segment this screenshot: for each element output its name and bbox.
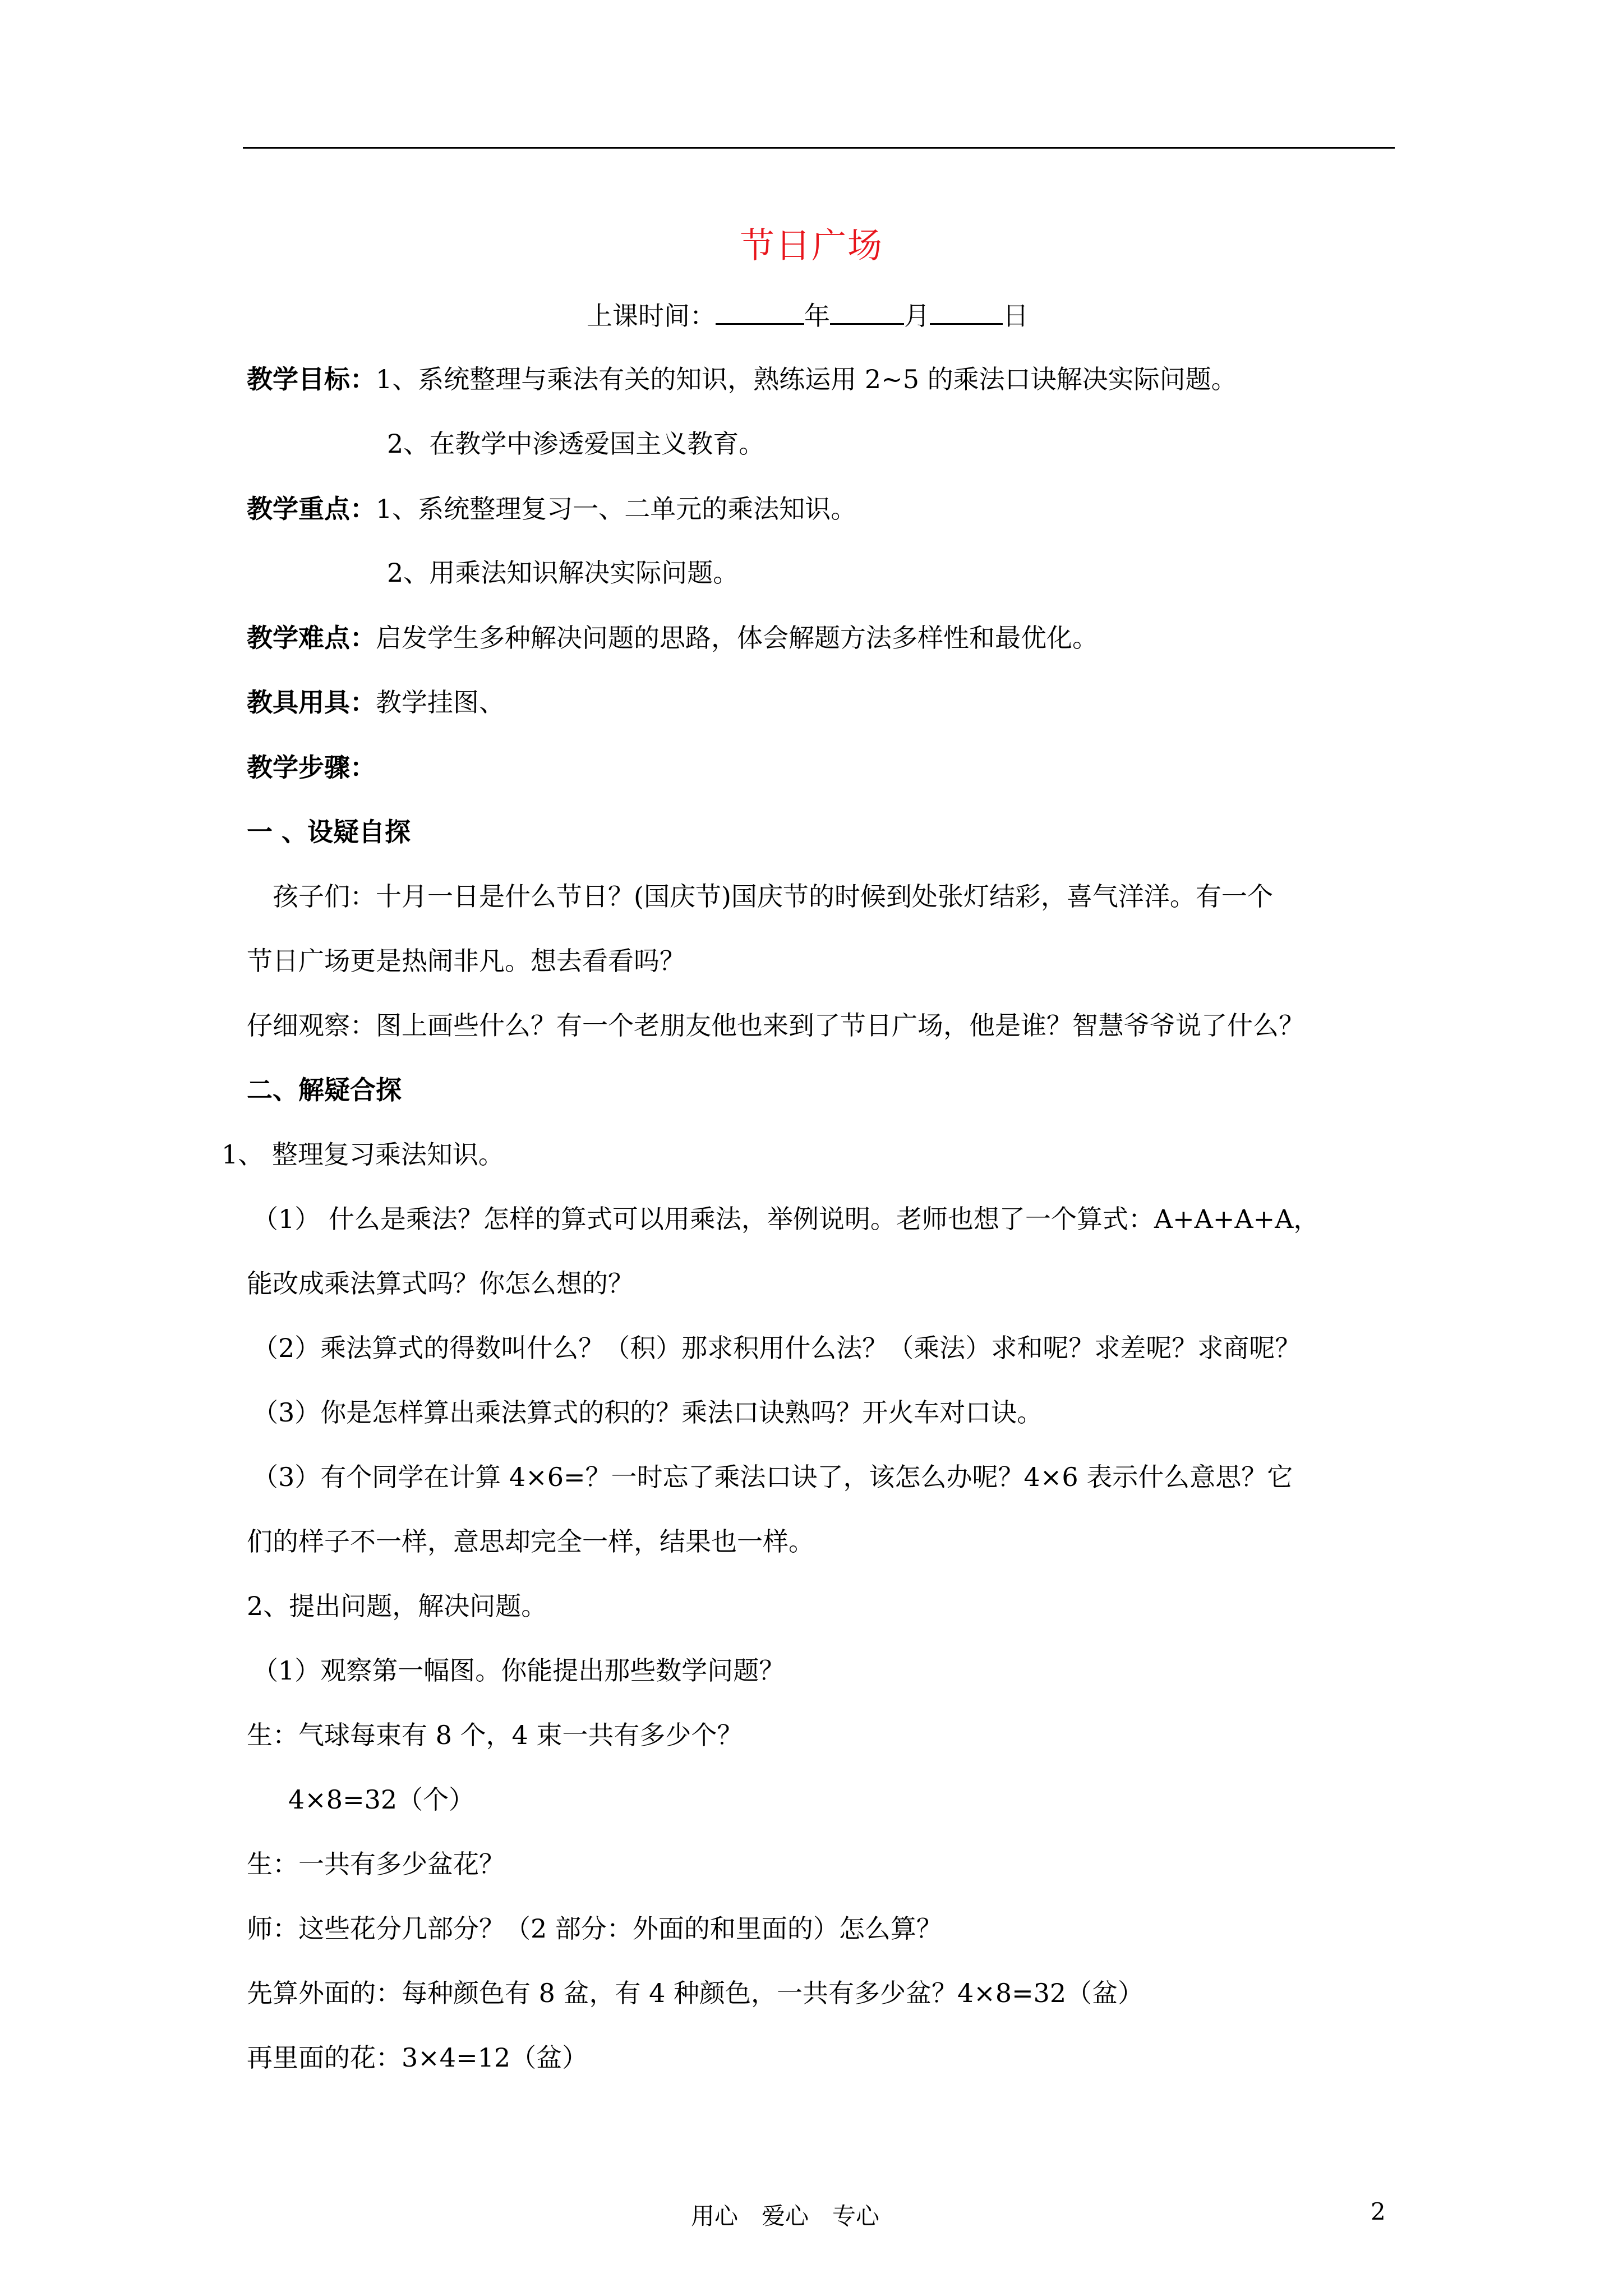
paragraph-line: 孩子们：十月一日是什么节日？(国庆节)国庆节的时候到处张灯结彩，喜气洋洋。有一个 [273, 881, 1273, 912]
objectives-line-1 [247, 362, 1237, 396]
section-heading: 一 、设疑自探 [247, 817, 411, 847]
paragraph-line: （1）观察第一幅图。你能提出那些数学问题？ [252, 1655, 785, 1686]
month-blank [830, 297, 904, 325]
month-label: 月 [904, 301, 930, 331]
equation-line: 4×8=32（个） [288, 1784, 475, 1815]
steps-label: 教学步骤： [247, 752, 376, 783]
page-number: 2 [1371, 2198, 1386, 2225]
paragraph-line: （1） 什么是乘法？怎样的算式可以用乘法，举例说明。老师也想了一个算式：A+A+A+A， [252, 1204, 1320, 1234]
tools-label: 教具用具： [247, 687, 376, 717]
footer-motto: 用心 爱心 专心 [691, 2202, 880, 2230]
year-label: 年 [804, 301, 830, 331]
paragraph-line: 师：这些花分几部分？（2 部分：外面的和里面的）怎么算？ [247, 1913, 942, 1944]
paragraph-line: 再里面的花：3×4=12（盆） [247, 2042, 588, 2073]
document-title: 节日广场 [739, 225, 883, 266]
paragraph-line: 生：一共有多少盆花？ [247, 1849, 505, 1879]
objectives-label: 教学目标： [247, 364, 376, 394]
paragraph-line: （3）有个同学在计算 4×6=？一时忘了乘法口诀了，该怎么办呢？4×6 表示什么意思？它 [252, 1462, 1293, 1492]
difficulty-text: 启发学生多种解决问题的思路，体会解题方法多样性和最优化。 [376, 623, 1098, 653]
paragraph-line: 节日广场更是热闹非凡。想去看看吗？ [247, 946, 685, 976]
paragraph-line: 仔细观察：图上画些什么？有一个老朋友他也来到了节日广场，他是谁？智慧爷爷说了什么？ [247, 1010, 1304, 1041]
difficulty-line [247, 621, 1098, 655]
paragraph-line: （2）乘法算式的得数叫什么？（积）那求积用什么法？（乘法）求和呢？求差呢？求商呢？ [252, 1333, 1301, 1363]
paragraph-line: 1、 整理复习乘法知识。 [222, 1139, 504, 1170]
difficulty-label: 教学难点： [247, 623, 376, 653]
paragraph-line: 能改成乘法算式吗？你怎么想的？ [247, 1268, 634, 1299]
header-rule [243, 147, 1395, 149]
section-heading: 二、解疑合探 [247, 1075, 402, 1105]
paragraph-line: （3）你是怎样算出乘法算式的积的？乘法口诀熟吗？开火车对口诀。 [252, 1397, 1043, 1428]
key-point-item: 2、用乘法知识解决实际问题。 [387, 558, 739, 588]
tools-text: 教学挂图、 [376, 687, 505, 717]
class-date-line [587, 297, 1029, 333]
paragraph-line: 先算外面的：每种颜色有 8 盆，有 4 种颜色，一共有多少盆？4×8=32（盆） [247, 1978, 1144, 2008]
objective-item: 1、系统整理与乘法有关的知识，熟练运用 2~5 的乘法口诀解决实际问题。 [376, 364, 1237, 394]
key-points-line-1 [247, 492, 856, 526]
paragraph-line: 们的样子不一样，意思却完全一样，结果也一样。 [247, 1526, 814, 1557]
day-blank [930, 297, 1003, 325]
key-point-item: 1、系统整理复习一、二单元的乘法知识。 [376, 494, 857, 524]
paragraph-line: 生：气球每束有 8 个，4 束一共有多少个？ [247, 1720, 743, 1750]
objective-item: 2、在教学中渗透爱国主义教育。 [387, 429, 765, 459]
paragraph-line: 2、提出问题，解决问题。 [247, 1591, 547, 1621]
day-label: 日 [1003, 301, 1029, 331]
year-blank [716, 297, 804, 325]
tools-line [247, 685, 505, 719]
key-points-label: 教学重点： [247, 494, 376, 524]
class-date-label: 上课时间： [587, 301, 716, 331]
